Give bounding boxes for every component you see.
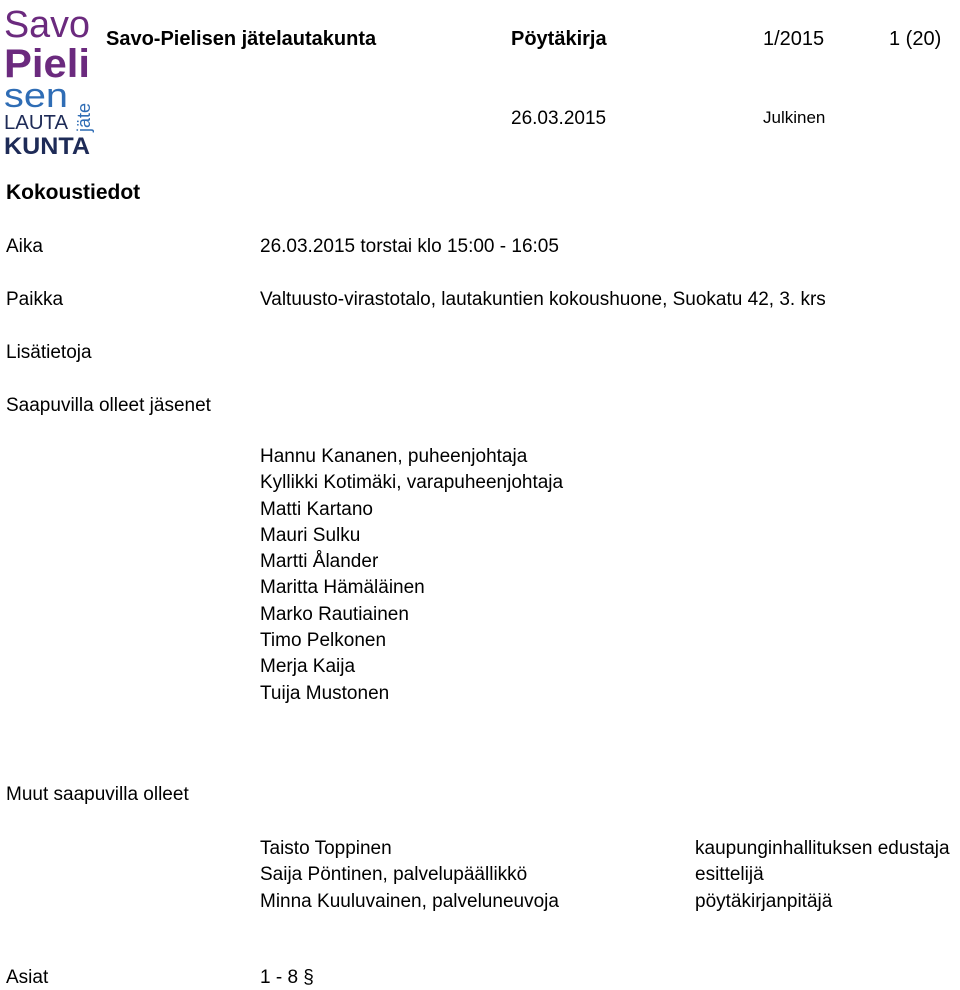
list-item: Merja Kaija <box>260 656 356 678</box>
list-item: Martti Ålander <box>260 551 379 573</box>
list-item-role: kaupunginhallituksen edustaja <box>695 838 950 859</box>
items-label: Asiat <box>6 967 49 988</box>
document-number: 1/2015 <box>763 28 825 50</box>
list-item: Timo Pelkonen <box>260 630 387 652</box>
others-roles <box>695 836 950 915</box>
place-label: Paikka <box>6 289 64 310</box>
members-list <box>260 444 563 707</box>
logo-line-sen: sen <box>4 77 68 115</box>
list-item: Maritta Hämäläinen <box>260 577 425 599</box>
list-item: Taisto Toppinen <box>260 838 392 859</box>
items-value: 1 - 8 § <box>260 967 314 988</box>
document-type: Pöytäkirja <box>511 28 607 50</box>
time-value: 26.03.2015 torstai klo 15:00 - 16:05 <box>260 236 559 257</box>
list-item: Marko Rautiainen <box>260 603 409 625</box>
logo-line-savo: Savo <box>4 4 90 46</box>
list-item: Hannu Kananen, puheenjohtaja <box>260 446 528 467</box>
list-item: Kyllikki Kotimäki, varapuheenjohtaja <box>260 472 564 494</box>
list-item-role: pöytäkirjanpitäjä <box>695 890 833 912</box>
logo-line-kunta: KUNTA <box>4 133 90 156</box>
members-label: Saapuvilla olleet jäsenet <box>6 395 211 416</box>
others-names <box>260 836 559 915</box>
document-date: 26.03.2015 <box>511 108 607 129</box>
time-label: Aika <box>6 236 43 257</box>
organization-name: Savo-Pielisen jätelautakunta <box>106 28 377 50</box>
list-item: Minna Kuuluvainen, palveluneuvoja <box>260 890 559 912</box>
place-value: Valtuusto-virastotalo, lautakuntien kokoushuone, Suokatu 42, 3. krs <box>260 289 826 310</box>
logo-vertical-jate: jäte <box>74 102 94 132</box>
others-label: Muut saapuvilla olleet <box>6 784 189 805</box>
logo-line-lauta: LAUTA <box>4 112 69 134</box>
logo-line-pieli: Pieli <box>4 42 90 86</box>
additional-info-label: Lisätietoja <box>6 342 92 363</box>
section-title: Kokoustiedot <box>6 181 141 204</box>
visibility-status: Julkinen <box>763 108 826 127</box>
page-number: 1 (20) <box>889 28 942 50</box>
list-item: Matti Kartano <box>260 498 373 520</box>
organization-logo <box>4 4 94 156</box>
list-item: Mauri Sulku <box>260 524 361 546</box>
list-item: Tuija Mustonen <box>260 682 390 704</box>
list-item-role: esittelijä <box>695 864 764 886</box>
list-item: Saija Pöntinen, palvelupäällikkö <box>260 864 528 886</box>
